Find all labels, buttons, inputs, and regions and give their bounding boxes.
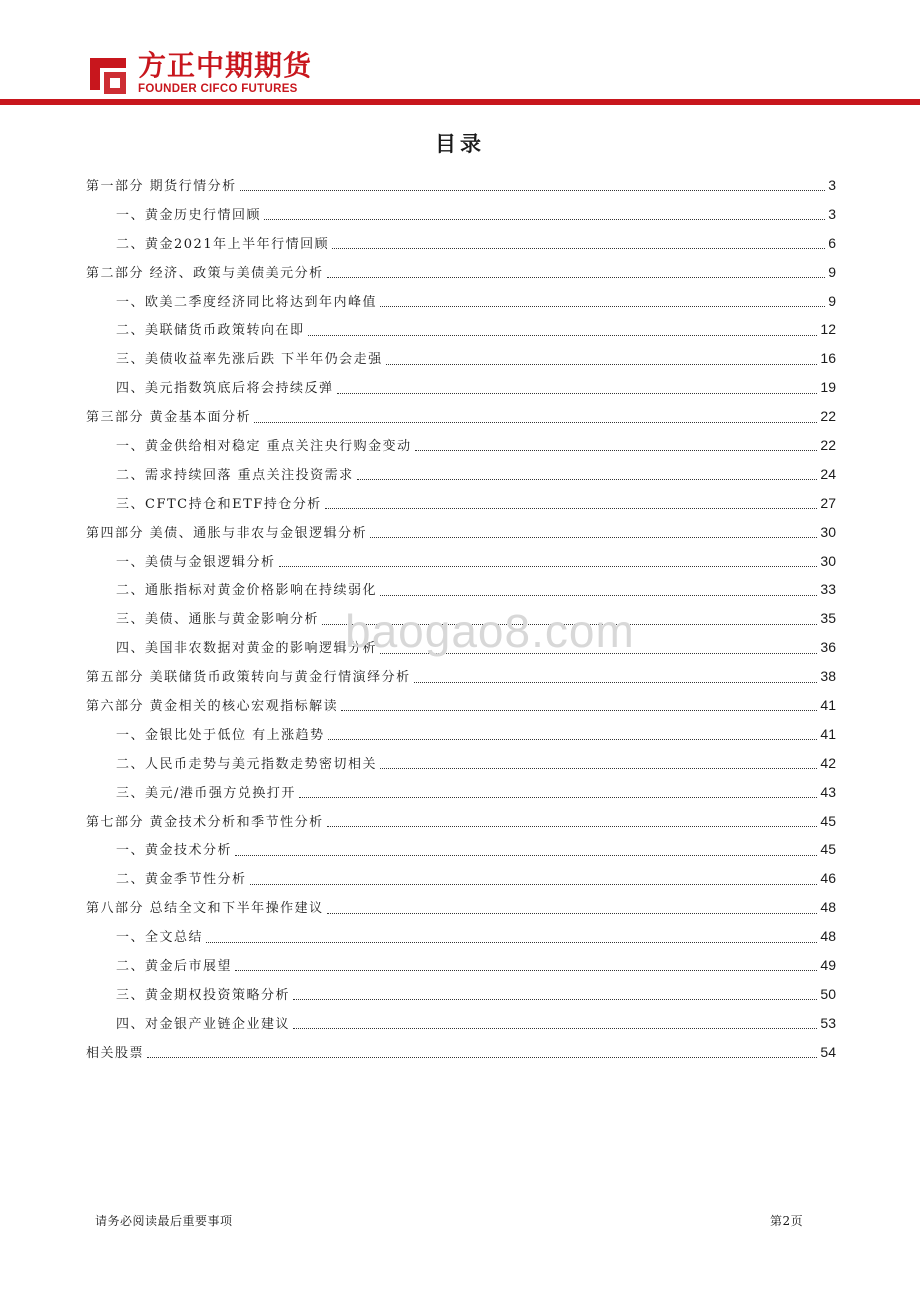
- toc-entry-page: 9: [828, 292, 836, 309]
- toc-entry-page: 43: [820, 783, 836, 800]
- toc-dot-leader: [380, 305, 825, 307]
- toc-subsection-entry[interactable]: [86, 749, 836, 778]
- page-title: 目录: [435, 132, 485, 156]
- toc-entry-page: 3: [828, 177, 836, 193]
- toc-entry-page: 24: [820, 465, 836, 482]
- toc-subsection-entry[interactable]: [86, 315, 836, 344]
- watermark: baogao8.com: [345, 605, 635, 657]
- toc-entry-label: 二、人民币走势与美元指数走势密切相关: [116, 756, 378, 772]
- toc-entry-label: 一、黄金历史行情回顾: [116, 207, 262, 223]
- toc-subsection-entry[interactable]: [86, 778, 836, 807]
- toc-entry-label: 第一部分 期货行情分析: [86, 179, 237, 194]
- toc-entry-page: 22: [820, 437, 836, 454]
- toc-entry-label: 三、美债、通胀与黄金影响分析: [116, 612, 320, 628]
- toc-entry-page: 16: [820, 350, 836, 367]
- toc-dot-leader: [325, 507, 818, 509]
- toc-entry-page: 50: [820, 985, 836, 1002]
- toc-subsection-entry[interactable]: [86, 287, 836, 316]
- toc-entry-label: 一、黄金供给相对稳定 重点关注央行购金变动: [116, 439, 412, 455]
- toc-entry-page: 48: [820, 928, 836, 945]
- toc-section-entry[interactable]: [86, 662, 836, 691]
- toc-entry-label: 第二部分 经济、政策与美债美元分析: [86, 265, 324, 281]
- toc-entry-label: 第七部分 黄金技术分析和季节性分析: [86, 814, 324, 830]
- toc-subsection-entry[interactable]: [86, 489, 836, 518]
- toc-subsection-entry[interactable]: [86, 575, 836, 604]
- toc-section-entry[interactable]: [86, 258, 836, 287]
- toc-dot-leader: [299, 796, 818, 798]
- header-divider: [0, 99, 920, 105]
- toc-dot-leader: [386, 363, 818, 365]
- toc-dot-leader: [380, 594, 817, 596]
- toc-entry-label: 一、金银比处于低位 有上涨趋势: [116, 727, 325, 743]
- toc-subsection-entry[interactable]: [86, 431, 836, 460]
- toc-entry-label: 四、美国非农数据对黄金的影响逻辑分析: [116, 641, 378, 657]
- toc-dot-leader: [415, 449, 818, 451]
- toc-entry-label: 一、全文总结: [116, 930, 204, 946]
- toc-section-entry[interactable]: [86, 171, 836, 200]
- toc-entry-label: 第三部分 黄金基本面分析: [86, 410, 252, 426]
- toc-dot-leader: [308, 334, 818, 336]
- toc-entry-label: 四、美元指数筑底后将会持续反弹: [116, 381, 334, 397]
- toc-entry-page: 3: [828, 205, 836, 222]
- toc-dot-leader: [264, 218, 825, 220]
- toc-section-entry[interactable]: [86, 893, 836, 922]
- toc-entry-page: 42: [820, 754, 836, 771]
- toc-subsection-entry[interactable]: [86, 200, 836, 229]
- toc-entry-page: 6: [828, 234, 836, 251]
- toc-entry-label: 三、CFTC持仓和ETF持仓分析: [116, 496, 322, 512]
- toc-dot-leader: [357, 478, 818, 480]
- toc-entry-page: 53: [820, 1014, 836, 1031]
- page-header: [0, 0, 920, 108]
- toc-section-entry[interactable]: [86, 1038, 836, 1067]
- toc-dot-leader: [279, 565, 818, 567]
- toc-subsection-entry[interactable]: [86, 835, 836, 864]
- toc-entry-page: 35: [820, 610, 836, 627]
- toc-dot-leader: [327, 912, 818, 914]
- toc-dot-leader: [327, 276, 826, 278]
- toc-subsection-entry[interactable]: [86, 229, 836, 258]
- toc-entry-label: 第四部分 美债、通胀与非农与金银逻辑分析: [86, 525, 368, 541]
- toc-entry-label: 第六部分 黄金相关的核心宏观指标解读: [86, 699, 339, 715]
- toc-subsection-entry[interactable]: [86, 373, 836, 402]
- toc-dot-leader: [337, 392, 818, 394]
- toc-entry-label: 二、通胀指标对黄金价格影响在持续弱化: [116, 583, 378, 599]
- toc-subsection-entry[interactable]: [86, 460, 836, 489]
- toc-dot-leader: [206, 941, 817, 943]
- toc-entry-label: 三、美元/港币强方兑换打开: [116, 785, 296, 801]
- toc-entry-label: 第五部分 美联储货币政策转向与黄金行情演绎分析: [86, 670, 411, 686]
- toc-entry-page: 27: [820, 494, 836, 511]
- toc-entry-label: 二、黄金后市展望: [116, 959, 233, 975]
- footer-page-number: 第2页: [770, 1214, 804, 1228]
- toc-entry-page: 12: [820, 321, 836, 338]
- toc-dot-leader: [380, 767, 817, 769]
- toc-entry-page: 54: [820, 1043, 836, 1060]
- toc-dot-leader: [293, 1027, 817, 1029]
- toc-dot-leader: [147, 1056, 817, 1058]
- toc-dot-leader: [328, 738, 818, 740]
- toc-subsection-entry[interactable]: [86, 720, 836, 749]
- logo-chinese-name: 方正中期期货: [138, 49, 313, 82]
- toc-section-entry[interactable]: [86, 807, 836, 836]
- toc-entry-page: 30: [820, 552, 836, 569]
- toc-subsection-entry[interactable]: [86, 922, 836, 951]
- toc-entry-label: 二、黄金2021年上半年行情回顾: [116, 236, 330, 252]
- toc-entry-label: 相关股票: [86, 1045, 145, 1061]
- toc-entry-label: 二、需求持续回落 重点关注投资需求: [116, 467, 354, 483]
- toc-dot-leader: [250, 883, 818, 885]
- toc-entry-page: 41: [820, 697, 836, 714]
- toc-section-entry[interactable]: [86, 402, 836, 431]
- toc-dot-leader: [235, 969, 817, 971]
- toc-entry-label: 第八部分 总结全文和下半年操作建议: [86, 901, 324, 917]
- toc-entry-page: 19: [820, 379, 836, 396]
- toc-entry-page: 45: [820, 812, 836, 829]
- toc-entry-page: 33: [820, 581, 836, 598]
- toc-entry-page: 22: [820, 408, 836, 425]
- toc-entry-page: 49: [820, 957, 836, 974]
- toc-entry-page: 46: [820, 870, 836, 887]
- toc-entry-label: 三、美债收益率先涨后跌 下半年仍会走强: [116, 352, 383, 368]
- toc-entry-page: 36: [820, 639, 836, 656]
- toc-dot-leader: [332, 247, 825, 249]
- toc-dot-leader: [341, 709, 817, 711]
- toc-subsection-entry[interactable]: [86, 344, 836, 373]
- toc-subsection-entry[interactable]: [86, 547, 836, 576]
- toc-subsection-entry[interactable]: [86, 980, 836, 1009]
- toc-entry-label: 二、黄金季节性分析: [116, 872, 247, 888]
- toc-entry-label: 三、黄金期权投资策略分析: [116, 987, 291, 1003]
- toc-dot-leader: [414, 681, 818, 683]
- toc-dot-leader: [327, 825, 818, 827]
- toc-entry-page: 30: [820, 523, 836, 540]
- toc-entry-page: 48: [820, 899, 836, 916]
- toc-dot-leader: [293, 998, 817, 1000]
- toc-entry-label: 一、欧美二季度经济同比将达到年内峰值: [116, 294, 378, 310]
- toc-section-entry[interactable]: [86, 518, 836, 547]
- toc-dot-leader: [254, 421, 817, 423]
- toc-entry-label: 二、美联储货币政策转向在即: [116, 323, 305, 339]
- toc-dot-leader: [240, 189, 826, 191]
- toc-entry-page: 41: [820, 725, 836, 742]
- toc-entry-label: 四、对金银产业链企业建议: [116, 1016, 291, 1032]
- toc-dot-leader: [370, 536, 817, 538]
- toc-subsection-entry[interactable]: [86, 864, 836, 893]
- toc-entry-label: 一、黄金技术分析: [116, 843, 233, 859]
- toc-dot-leader: [235, 854, 817, 856]
- toc-subsection-entry[interactable]: [86, 951, 836, 980]
- footer-disclaimer: 请务必阅读最后重要事项: [95, 1214, 233, 1228]
- logo-english-name: FOUNDER CIFCO FUTURES: [138, 83, 298, 95]
- toc-entry-page: 45: [820, 841, 836, 858]
- toc-subsection-entry[interactable]: [86, 1009, 836, 1038]
- toc-entry-page: 38: [820, 668, 836, 685]
- founder-logo-icon: [86, 52, 130, 96]
- toc-section-entry[interactable]: [86, 691, 836, 720]
- toc-entry-page: 9: [828, 263, 836, 280]
- toc-entry-label: 一、美债与金银逻辑分析: [116, 554, 276, 570]
